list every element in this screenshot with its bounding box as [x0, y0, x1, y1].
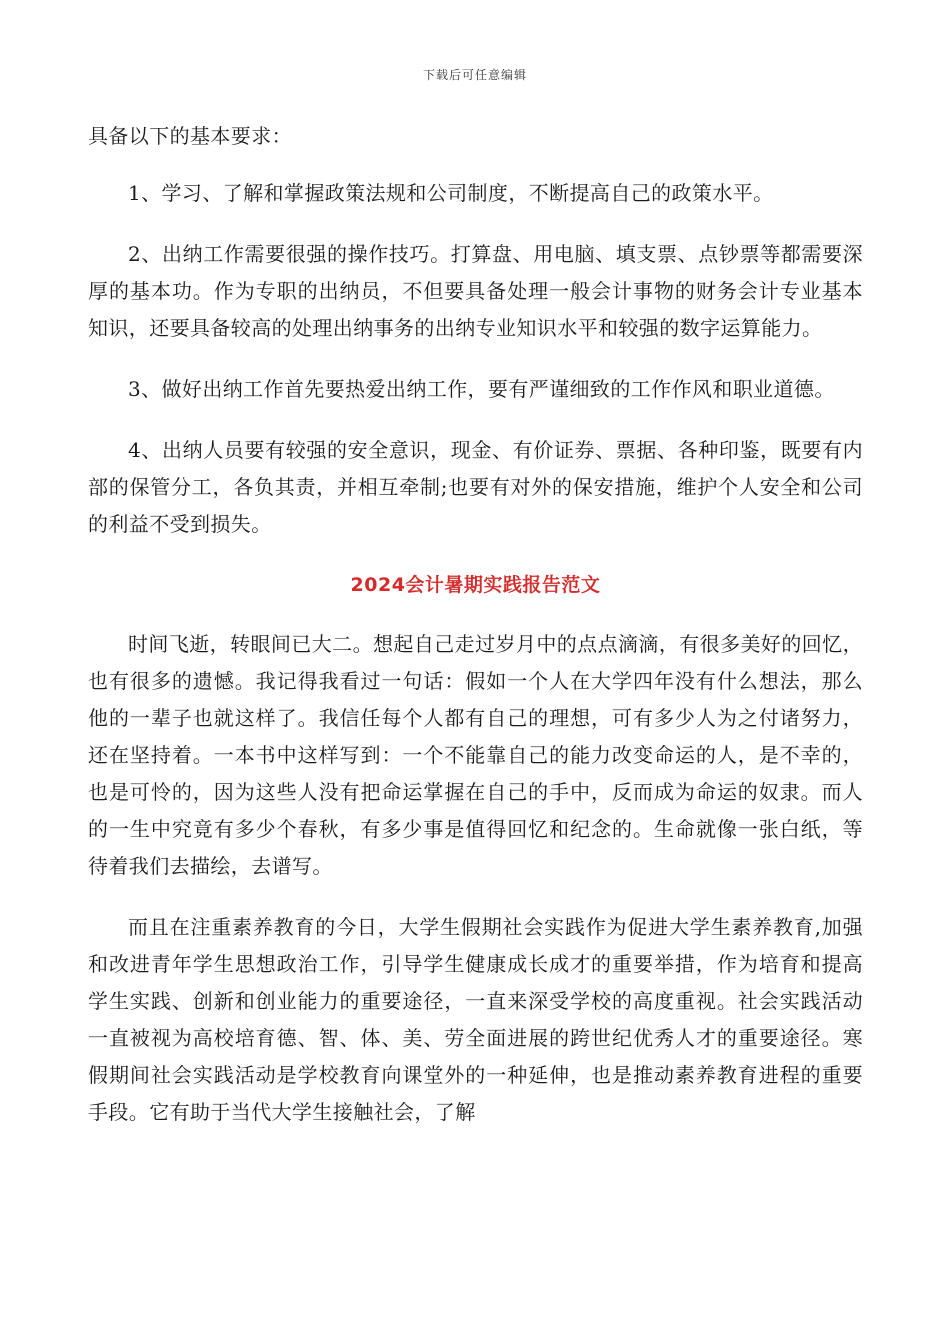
body-paragraph-1: 时间飞逝，转眼间已大二。想起自己走过岁月中的点点滴滴，有很多美好的回忆，也有很多的遗憾。我记得我看过一句话：假如一个人在大学四年没有什么想法，那么他的一辈子也就这样了。我信任每个人都有自己的理想，可有多少人为之付诸努力，还在坚持着。一本书中这样写到：一个不能靠自己的能力改变命运的人，是不幸的，也是可怜的，因为这些人没有把命运掌握在自己的手中，反而成为命运的奴隶。而人的一生中究竟有多少个春秋，有多少事是值得回忆和纪念的。生命就像一张白纸，等待着我们去描绘，去谱写。 — [88, 632, 863, 878]
requirement-item-2: 2、出纳工作需要很强的操作技巧。打算盘、用电脑、填支票、点钞票等都需要深厚的基本功。作为专职的出纳员，不但要具备处理一般会计事物的财务会计专业基本知识，还要具备较高的处理出纳事务的出纳专业知识水平和较强的数字运算能力。 — [88, 242, 863, 340]
requirement-item-4: 4、出纳人员要有较强的安全意识，现金、有价证券、票据、各种印鉴，既要有内部的保管分工，各负其责，并相互牵制;也要有对外的保安措施，维护个人安全和公司的利益不受到损失。 — [88, 438, 863, 536]
requirement-item-1: 1、学习、了解和掌握政策法规和公司制度，不断提高自己的政策水平。 — [128, 181, 774, 205]
section-title: 2024会计暑期实践报告范文 — [350, 574, 601, 596]
intro-paragraph: 具备以下的基本要求： — [88, 124, 292, 148]
body-paragraph-2: 而且在注重素养教育的今日，大学生假期社会实践作为促进大学生素养教育,加强和改进青年学生思想政治工作，引导学生健康成长成才的重要举措，作为培育和提高学生实践、创新和创业能力的重要途径，一直来深受学校的高度重视。社会实践活动一直被视为高校培育德、智、体、美、劳全面进展的跨世纪优秀人才的重要途径。寒假期间社会实践活动是学校教育向课堂外的一种延伸，也是推动素养教育进程的重要手段。它有助于当代大学生接触社会，了解 — [88, 915, 863, 1124]
requirement-item-3: 3、做好出纳工作首先要热爱出纳工作，要有严谨细致的工作作风和职业道德。 — [128, 377, 835, 401]
page-header-note: 下载后可任意编辑 — [422, 68, 527, 82]
document-content — [88, 118, 863, 1155]
